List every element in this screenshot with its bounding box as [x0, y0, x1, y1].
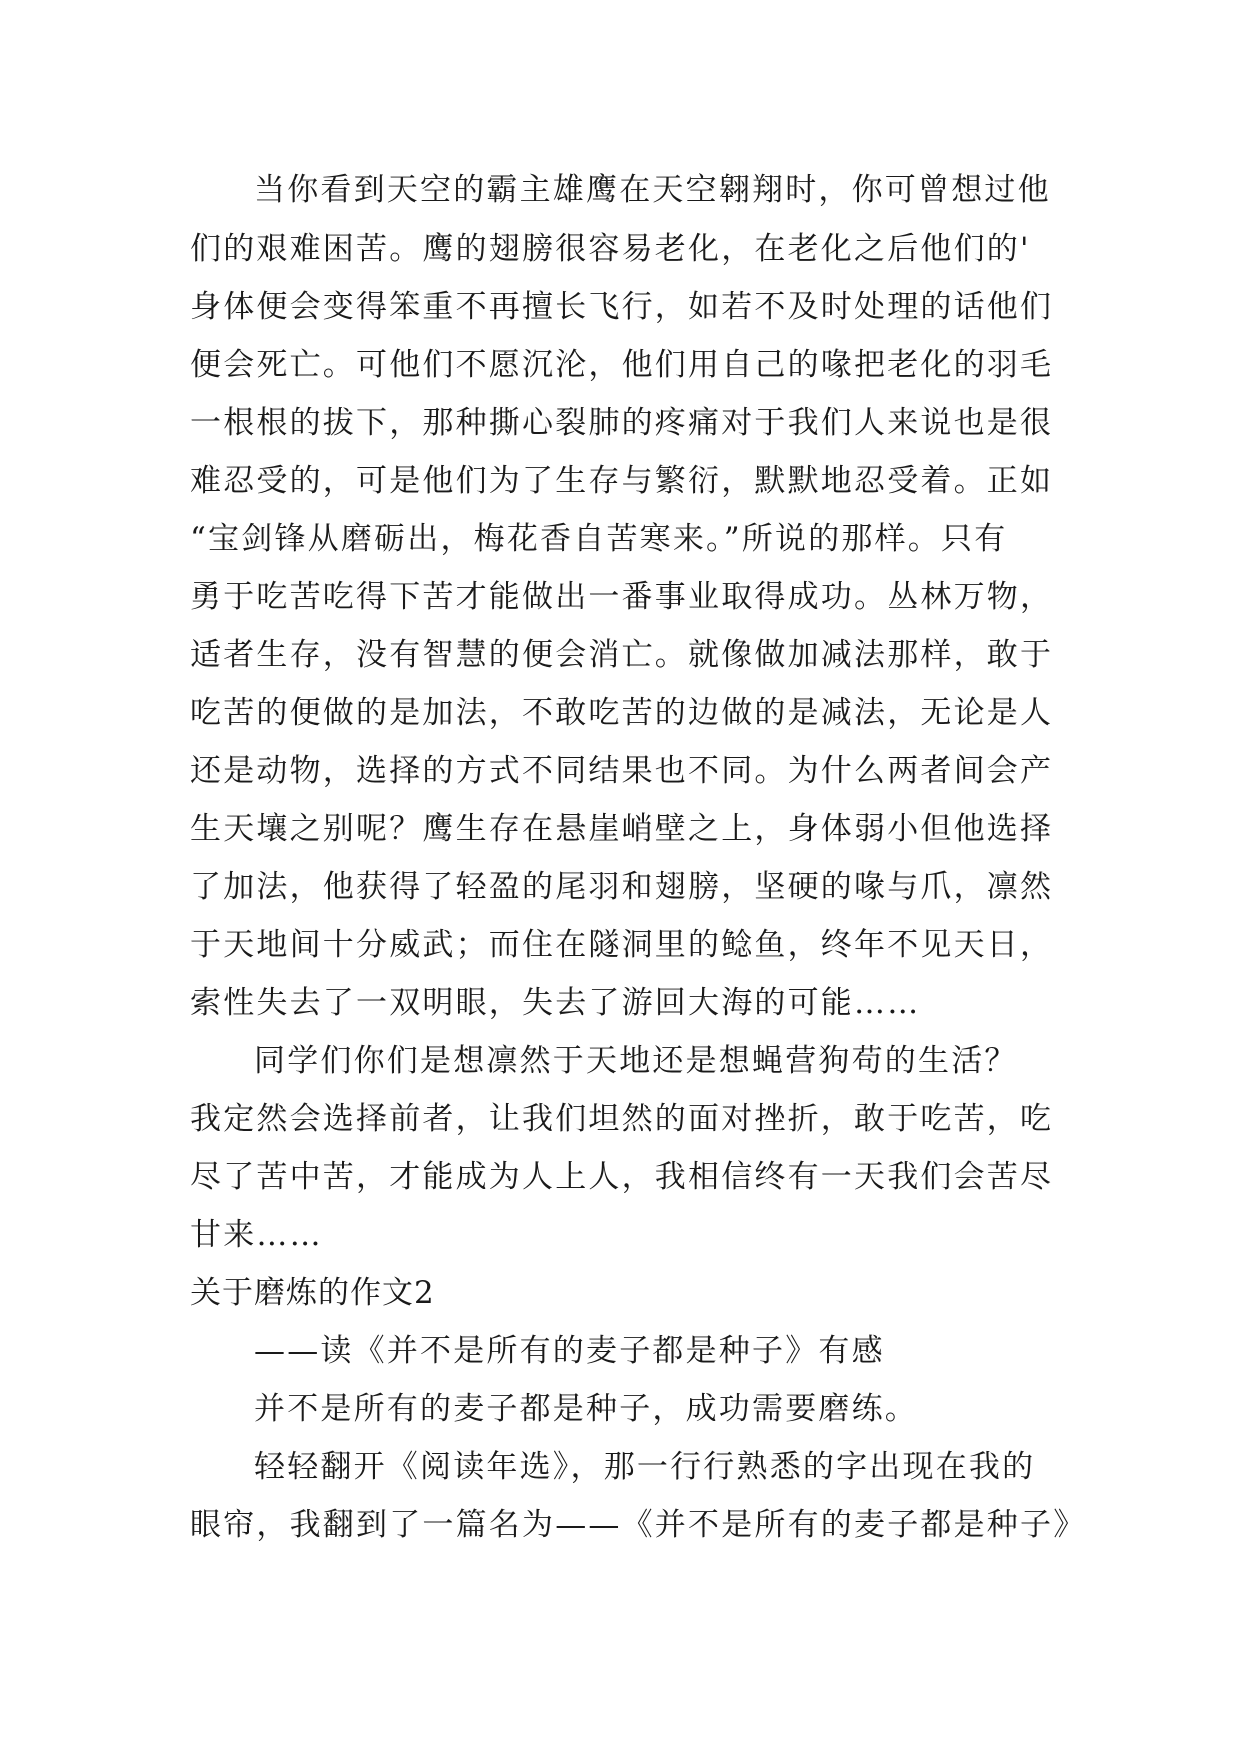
paragraph-line: 甘来……: [190, 1217, 323, 1253]
paragraph-line: 适者生存，没有智慧的便会消亡。就像做加减法那样，敢于: [190, 637, 1054, 673]
paragraph-line: 还是动物，选择的方式不同结果也不同。为什么两者间会产: [190, 753, 1054, 789]
paragraph-line: 同学们你们是想凛然于天地还是想蝇营狗苟的生活？: [254, 1043, 1018, 1079]
paragraph-line: 轻轻翻开《阅读年选》，那一行行熟悉的字出现在我的: [254, 1449, 1036, 1485]
paragraph-line: 并不是所有的麦子都是种子，成功需要磨练。: [254, 1391, 918, 1427]
paragraph-line: 一根根的拔下，那种撕心裂肺的疼痛对于我们人来说也是很: [190, 405, 1054, 441]
paragraph-line: 们的艰难困苦。鹰的翅膀很容易老化，在老化之后他们的': [190, 231, 1031, 267]
paragraph-line: 生天壤之别呢？鹰生存在悬崖峭壁之上，身体弱小但他选择: [190, 811, 1054, 847]
essay-subtitle: ——读《并不是所有的麦子都是种子》有感: [254, 1333, 885, 1369]
paragraph-line: 眼帘，我翻到了一篇名为——《并不是所有的麦子都是种子》: [190, 1507, 1087, 1543]
paragraph-line: 难忍受的，可是他们为了生存与繁衍，默默地忍受着。正如: [190, 463, 1054, 499]
essay-title: 关于磨炼的作文2: [190, 1275, 435, 1311]
paragraph-line: “宝剑锋从磨砺出，梅花香自苦寒来。”所说的那样。只有: [190, 521, 1008, 557]
paragraph-line: 勇于吃苦吃得下苦才能做出一番事业取得成功。丛林万物，: [190, 579, 1054, 615]
paragraph-line: 索性失去了一双明眼，失去了游回大海的可能……: [190, 985, 921, 1021]
paragraph-line: 便会死亡。可他们不愿沉沦，他们用自己的喙把老化的羽毛: [190, 347, 1054, 383]
paragraph-line: 当你看到天空的霸主雄鹰在天空翱翔时，你可曾想过他: [254, 172, 1051, 208]
paragraph-line: 尽了苦中苦，才能成为人上人，我相信终有一天我们会苦尽: [190, 1159, 1054, 1195]
paragraph-line: 我定然会选择前者，让我们坦然的面对挫折，敢于吃苦，吃: [190, 1101, 1054, 1137]
paragraph-line: 吃苦的便做的是加法，不敢吃苦的边做的是减法，无论是人: [190, 695, 1054, 731]
paragraph-line: 于天地间十分威武；而住在隧洞里的鲶鱼，终年不见天日，: [190, 927, 1054, 963]
paragraph-line: 了加法，他获得了轻盈的尾羽和翅膀，坚硬的喙与爪，凛然: [190, 869, 1054, 905]
paragraph-line: 身体便会变得笨重不再擅长飞行，如若不及时处理的话他们: [190, 289, 1054, 325]
